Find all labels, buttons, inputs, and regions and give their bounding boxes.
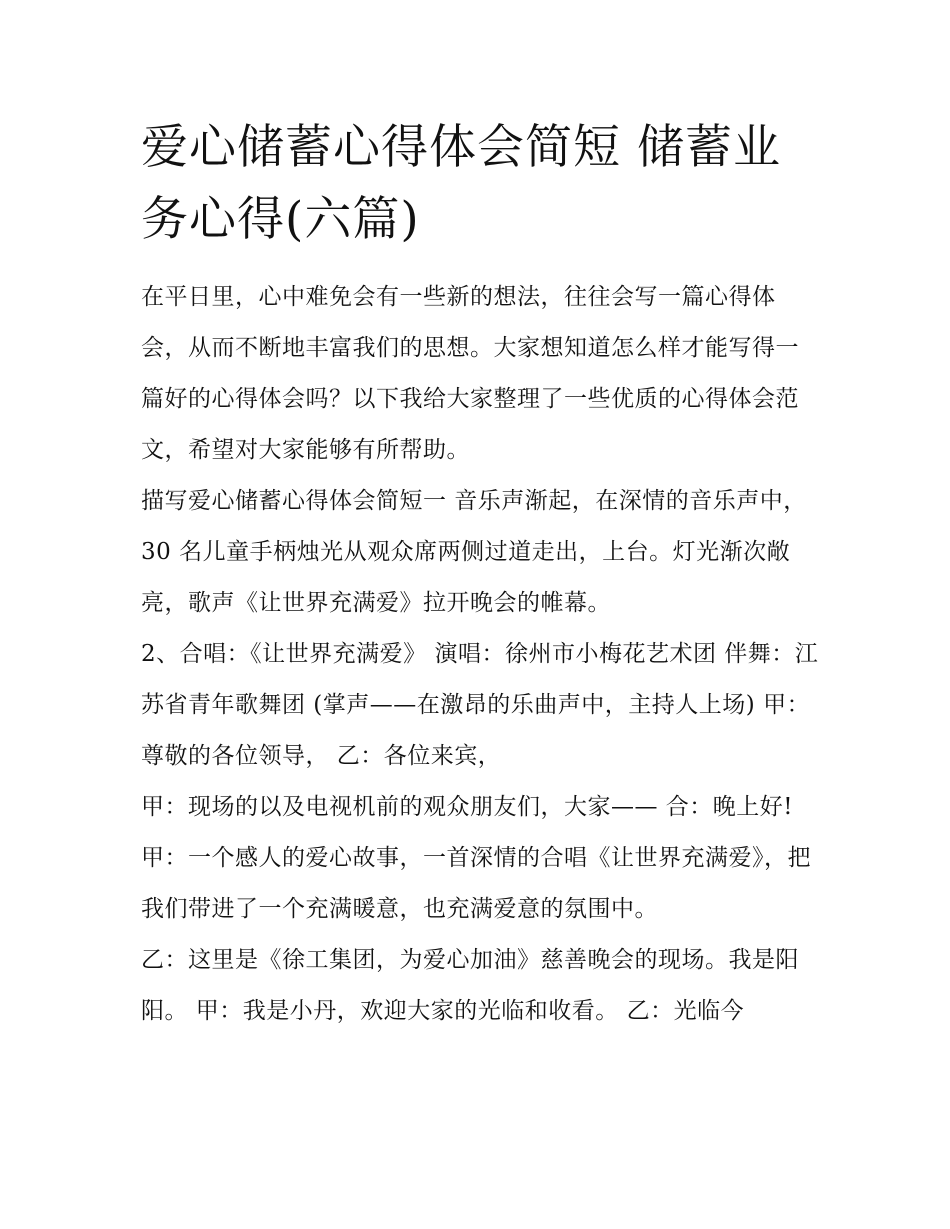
host-intro-paragraph: 乙：这里是《徐工集团，为爱心加油》慈善晚会的现场。我是阳阳。 甲：我是小丹，欢迎大家的光临和收看。 乙：光临今 xyxy=(141,947,799,1024)
document-title: 爱心储蓄心得体会简短 储蓄业务心得(六篇) xyxy=(141,120,781,247)
story-paragraph: 甲：一个感人的爱心故事，一首深情的合唱《让世界充满爱》，把我们带进了一个充满暖意，也充满爱意的氛围中。 xyxy=(141,845,811,922)
greeting-paragraph: 甲：现场的以及电视机前的观众朋友们，大家—— 合：晚上好! xyxy=(141,794,794,820)
chorus-paragraph: 2、合唱：《让世界充满爱》 演唱：徐州市小梅花艺术团 伴舞：江苏省青年歌舞团 (掌声——在激昂的乐曲声中，主持人上场) 甲：尊敬的各位领导， 乙：各位来宾， xyxy=(141,641,819,769)
document-body xyxy=(141,112,821,1037)
intro-paragraph: 在平日里，心中难免会有一些新的想法，往往会写一篇心得体会，从而不断地丰富我们的思想。大家想知道怎么样才能写得一篇好的心得体会吗？以下我给大家整理了一些优质的心得体会范文，希望对大家能够有所帮助。 xyxy=(141,284,799,463)
description-paragraph: 描写爱心储蓄心得体会简短一 音乐声渐起，在深情的音乐声中，30 名儿童手柄烛光从观众席两侧过道走出，上台。灯光渐次敞亮，歌声《让世界充满爱》拉开晚会的帷幕。 xyxy=(141,488,807,616)
